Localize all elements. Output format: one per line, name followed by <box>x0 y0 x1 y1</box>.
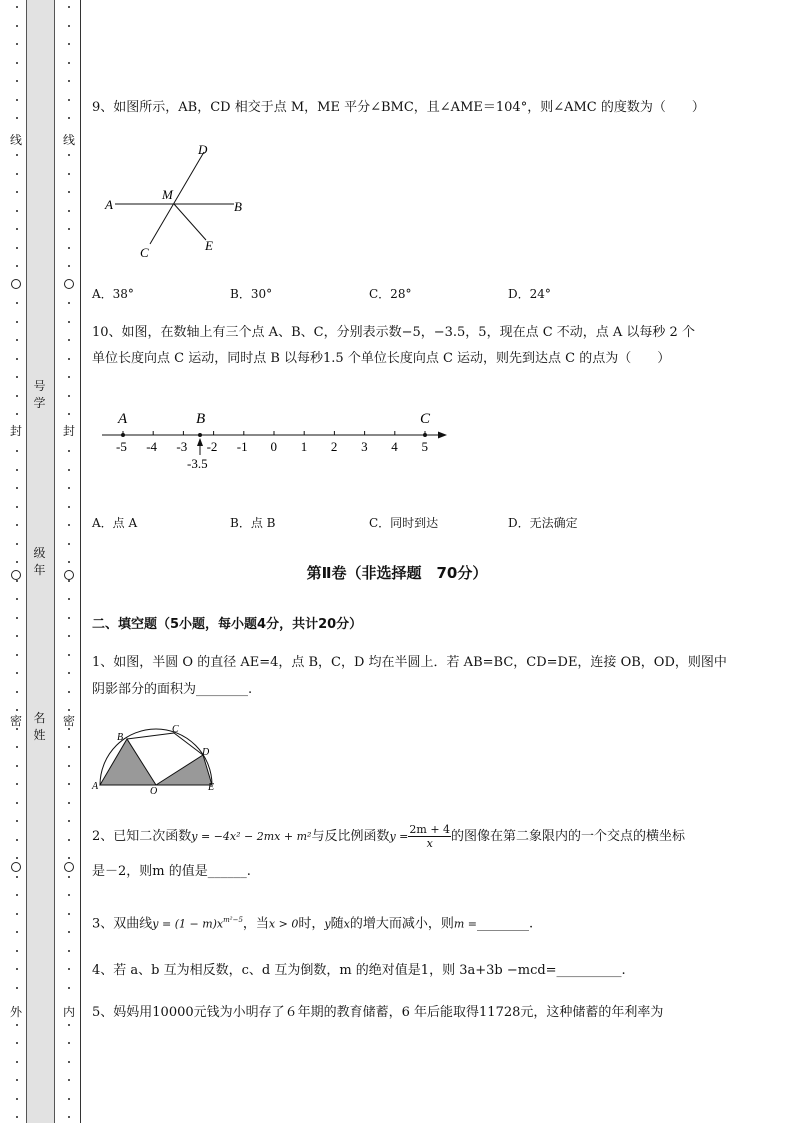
semicircle-figure <box>90 720 220 800</box>
fill-2-line1 <box>92 823 685 850</box>
margin-dot <box>68 376 70 378</box>
fill-4-text: 4、若 a、b 互为相反数，c、d 互为倒数，m 的绝对值是1，则 3a+3b −mcd=__________. <box>92 963 626 978</box>
margin-dot <box>68 321 70 323</box>
margin-dot <box>16 62 18 64</box>
margin-dot <box>16 99 18 101</box>
margin-char-secret: 密 <box>62 714 75 728</box>
margin-char-seal: 封 <box>62 424 75 438</box>
margin-dot <box>16 6 18 8</box>
margin-dot <box>68 6 70 8</box>
label-O: O <box>150 786 158 797</box>
margin-dot <box>16 265 18 267</box>
margin-dot <box>16 820 18 822</box>
margin-dot <box>16 746 18 748</box>
question-10-line1: 10、如图，在数轴上有三个点 A、B、C，分别表示数−5，−3.5，5，现在点 C 不动，点 A 以每秒 2 个 <box>92 325 695 340</box>
number-line-tick-label: 2 <box>330 439 338 454</box>
margin-dot <box>68 1024 70 1026</box>
fill-2-fraction: $\frac{2m + 4}{x}$ <box>409 823 451 850</box>
q10-option-a[interactable]: A．点 A <box>92 516 138 530</box>
margin-char-outer: 外 <box>9 1005 22 1019</box>
q9-option-d[interactable]: D．24° <box>508 287 551 301</box>
fill-3-text: 3、双曲线$y = (1 - m)x^{m^2-5}$，当x > 0时，y随x的增大而减小，则m =________. <box>92 916 534 932</box>
number-line-tick-label: -2 <box>206 439 218 454</box>
margin-dot <box>68 1042 70 1044</box>
margin-dot <box>68 62 70 64</box>
margin-dot <box>68 987 70 989</box>
margin-dot <box>16 857 18 859</box>
margin-dot <box>16 802 18 804</box>
point-C-label: C <box>420 411 431 427</box>
margin-dot <box>68 709 70 711</box>
grade-label: 级 年 <box>33 546 46 577</box>
label-D: D <box>198 142 208 157</box>
margin-dot <box>16 80 18 82</box>
margin-char-line: 线 <box>9 133 22 147</box>
margin-char-seal: 封 <box>9 424 22 438</box>
margin-dot <box>16 709 18 711</box>
margin-dot <box>16 469 18 471</box>
margin-dot <box>68 506 70 508</box>
margin-dot <box>16 524 18 526</box>
margin-dot <box>16 987 18 989</box>
margin-dot <box>16 1116 18 1118</box>
margin-dot <box>16 968 18 970</box>
margin-dot <box>68 99 70 101</box>
margin-dot <box>68 617 70 619</box>
fill-1-line1: 1、如图，半圆 O 的直径 AE=4，点 B，C，D 均在半圆上．若 AB=BC，CD=DE，连接 OB，OD，则图中 <box>92 655 727 670</box>
margin-circle <box>64 279 74 289</box>
margin-dot <box>68 672 70 674</box>
number-line-tick-label: 3 <box>361 439 368 454</box>
margin-dot <box>16 783 18 785</box>
q9-option-c[interactable]: C．28° <box>369 287 412 301</box>
margin-dot <box>16 617 18 619</box>
margin-dot <box>16 913 18 915</box>
margin-dot <box>68 173 70 175</box>
number-line-tick-label: 5 <box>421 439 428 454</box>
margin-dot <box>68 228 70 230</box>
margin-dot <box>16 543 18 545</box>
margin-dot <box>68 950 70 952</box>
margin-circle <box>64 862 74 872</box>
label-A: A <box>92 781 99 792</box>
q10-option-d[interactable]: D．无法确定 <box>508 516 578 530</box>
section-2-title: 二、填空题（5小题，每小题4分，共计20分） <box>92 617 363 632</box>
part-2-title: 第Ⅱ卷（非选择题 70分） <box>306 564 488 582</box>
margin-dot <box>68 191 70 193</box>
fill-2-post: 的图像在第二象限内的一个交点的横坐标 <box>451 829 686 844</box>
margin-dot <box>68 413 70 415</box>
margin-dot <box>68 1116 70 1118</box>
margin-dot <box>68 265 70 267</box>
point-B-label: B <box>196 411 206 427</box>
margin-dot <box>16 839 18 841</box>
fill-2-line2: 是－2，则m 的值是______. <box>92 864 251 879</box>
number-line-figure <box>95 405 460 475</box>
margin-dot <box>68 968 70 970</box>
margin-dot <box>68 117 70 119</box>
fill-5-text: 5、妈妈用10000元钱为小明存了６年期的教育储蓄，6 年后能取得11728元，这种储蓄的年利率为 <box>92 1005 664 1020</box>
margin-dot <box>16 339 18 341</box>
margin-dot <box>68 154 70 156</box>
margin-dot <box>16 25 18 27</box>
question-10-line2: 单位长度向点 C 运动，同时点 B 以每秒1.5 个单位长度向点 C 运动，则先到达点 C 的点为（ ） <box>92 351 671 366</box>
label-D: D <box>202 747 210 758</box>
number-line-tick-label: -3 <box>176 439 188 454</box>
margin-dot <box>68 839 70 841</box>
margin-dot <box>68 783 70 785</box>
margin-circle <box>11 862 21 872</box>
label-E: E <box>205 238 213 253</box>
margin-dot <box>16 154 18 156</box>
margin-dot <box>16 191 18 193</box>
number-line-tick-label: 0 <box>270 439 277 454</box>
margin-char-inner: 内 <box>62 1005 75 1019</box>
margin-dot <box>68 1079 70 1081</box>
question-9-figure <box>100 140 250 260</box>
fill-2-inverse-lhs: y = <box>389 830 409 843</box>
fill-1-line2: 阴影部分的面积为________. <box>92 682 253 697</box>
margin-dot <box>16 173 18 175</box>
margin-dot <box>16 376 18 378</box>
label-B: B <box>234 199 242 214</box>
margin-dot <box>16 321 18 323</box>
number-line-tick-label: 4 <box>391 439 398 454</box>
margin-dot <box>16 672 18 674</box>
label-C: C <box>172 724 179 735</box>
margin-dot <box>16 247 18 249</box>
margin-dot <box>16 210 18 212</box>
margin-dot <box>68 857 70 859</box>
label-A: A <box>105 197 113 212</box>
margin-dot <box>68 543 70 545</box>
margin-dot <box>16 765 18 767</box>
margin-dot <box>68 1061 70 1063</box>
margin-dot <box>16 358 18 360</box>
label-C: C <box>140 245 149 260</box>
number-line-tick-label: -1 <box>236 439 248 454</box>
margin-dot <box>16 228 18 230</box>
margin-dot <box>68 395 70 397</box>
margin-dot <box>68 524 70 526</box>
margin-dot <box>68 876 70 878</box>
question-9-text: 9、如图所示，AB，CD 相交于点 M，ME 平分∠BMC，且∠AME＝104°，则∠AMC 的度数为（ ） <box>92 100 705 115</box>
margin-dot <box>16 691 18 693</box>
fill-2-pre: 2、已知二次函数 <box>92 829 192 844</box>
margin-dot <box>68 598 70 600</box>
margin-dot <box>68 43 70 45</box>
margin-dot <box>68 765 70 767</box>
margin-dot <box>68 450 70 452</box>
margin-dot <box>68 247 70 249</box>
margin-circle <box>11 279 21 289</box>
label-M: M <box>162 187 173 202</box>
margin-dot <box>16 1024 18 1026</box>
margin-dot <box>68 339 70 341</box>
number-line-tick-label: -5 <box>116 439 127 454</box>
q9-option-b[interactable]: B．30° <box>230 287 273 301</box>
fill-3-func: y = (1 − m)x <box>152 917 224 931</box>
margin-dot <box>68 358 70 360</box>
margin-dot <box>68 802 70 804</box>
name-label: 名 姓 <box>33 711 46 742</box>
margin-dot <box>68 635 70 637</box>
margin-dot <box>68 80 70 82</box>
q10-option-b[interactable]: B．点 B <box>230 516 276 530</box>
margin-dot <box>16 1061 18 1063</box>
margin-dot <box>68 1098 70 1100</box>
margin-dot <box>68 210 70 212</box>
fill-2-mid: 与反比例函数 <box>311 829 390 844</box>
b-value-label: -3.5 <box>187 456 208 471</box>
margin-dot <box>16 506 18 508</box>
margin-dot <box>16 876 18 878</box>
margin-dot <box>16 950 18 952</box>
student-number-label: 号 学 <box>33 379 46 410</box>
margin-dot <box>68 746 70 748</box>
margin-dot <box>16 43 18 45</box>
fill-2-quadratic: y = −4x² − 2mx + m² <box>191 830 312 843</box>
margin-char-secret: 密 <box>9 714 22 728</box>
margin-dot <box>16 931 18 933</box>
margin-dot <box>68 931 70 933</box>
label-B: B <box>117 732 124 743</box>
margin-dot <box>16 302 18 304</box>
margin-dot <box>16 635 18 637</box>
margin-dot <box>68 302 70 304</box>
margin-dot <box>68 820 70 822</box>
margin-dot <box>16 1098 18 1100</box>
margin-dot <box>16 117 18 119</box>
margin-dot <box>68 913 70 915</box>
label-E: E <box>208 782 215 793</box>
margin-dot <box>68 654 70 656</box>
margin-dot <box>16 598 18 600</box>
margin-dot <box>16 450 18 452</box>
margin-dot <box>68 25 70 27</box>
number-line-tick-label: -4 <box>146 439 158 454</box>
margin-dot <box>16 395 18 397</box>
q9-option-a[interactable]: A．38° <box>92 287 134 301</box>
margin-dot <box>16 413 18 415</box>
margin-dot <box>68 487 70 489</box>
number-line-tick-label: 1 <box>300 439 308 454</box>
margin-dot <box>68 469 70 471</box>
margin-dot <box>68 691 70 693</box>
point-A-label: A <box>118 411 128 427</box>
margin-char-line: 线 <box>62 133 75 147</box>
margin-dot <box>16 654 18 656</box>
margin-dot <box>16 1042 18 1044</box>
margin-dot <box>16 894 18 896</box>
q10-option-c[interactable]: C．同时到达 <box>369 516 439 530</box>
margin-dot <box>16 487 18 489</box>
margin-dot <box>68 894 70 896</box>
margin-dot <box>16 1079 18 1081</box>
